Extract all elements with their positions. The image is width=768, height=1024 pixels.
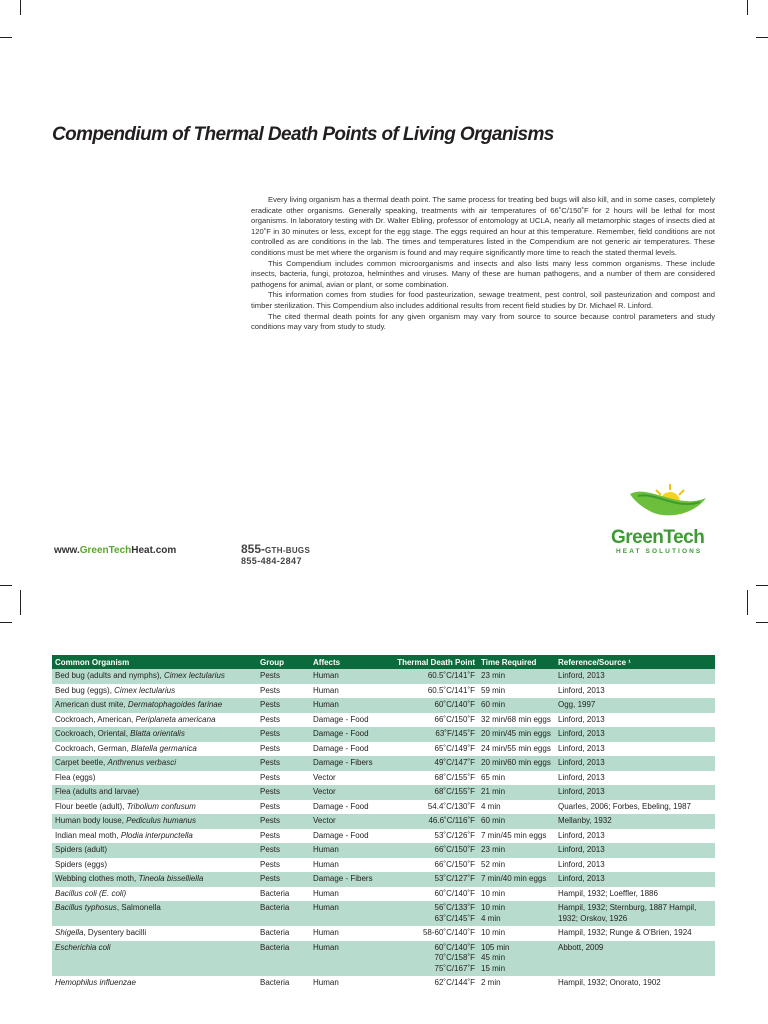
group-cell: Pests <box>257 814 310 829</box>
organism-name: Bed bug (eggs), <box>55 685 115 695</box>
affects-cell: Damage - Food <box>313 743 369 753</box>
reference-cell: Linford, 2013 <box>558 743 605 753</box>
organism-name: Spiders (eggs) <box>55 859 108 869</box>
organism-cell <box>52 669 257 684</box>
reference-cell: Hampil, 1932; Runge & O'Brien, 1924 <box>558 928 692 937</box>
time-required-value: 4 min <box>481 801 501 811</box>
organism-cell <box>52 727 257 742</box>
organism-cell <box>52 814 257 829</box>
group-cell: Pests <box>260 772 281 782</box>
intro-paragraph: The cited thermal death points for any given organism may vary from source to source because control parameters and study conditions may vary from study to study. <box>251 311 715 332</box>
website-link[interactable] <box>54 545 176 556</box>
organism-name: , Salmonella <box>116 903 161 912</box>
organism-scientific-name: Tineola bisselliella <box>138 874 204 883</box>
table-row <box>52 727 715 742</box>
thermal-death-point-value: 63˚F/145˚F <box>435 729 475 738</box>
group-cell: Pests <box>260 685 281 695</box>
organism-name: Carpet beetle, <box>55 758 108 767</box>
affects-cell: Human <box>313 978 339 987</box>
thermal-death-point-value: 66˚C/150˚F <box>434 845 475 854</box>
reference-cell: Linford, 2013 <box>555 756 715 771</box>
thermal-death-point-value: 60˚C/140˚F <box>434 700 475 709</box>
organism-scientific-name: Dermatophagoides farinae <box>127 700 223 709</box>
organism-cell <box>52 756 257 771</box>
organism-name: Flea (eggs) <box>55 772 96 782</box>
thermal-death-point-value: 53˚C/126˚F <box>434 830 475 840</box>
time-required-value: 60 min <box>481 816 506 825</box>
thermal-death-point-cell <box>384 887 478 902</box>
organism-name: Cockroach, Oriental, <box>55 729 131 738</box>
thermal-death-point-cell <box>384 713 478 728</box>
time-required-cell <box>478 887 555 902</box>
time-required-value: 10 min <box>481 888 506 898</box>
thermal-death-point-value: 54.4˚C/130˚F <box>427 801 475 811</box>
thermal-death-point-value: 49˚C/147˚F <box>434 758 475 767</box>
table-row <box>52 926 715 941</box>
time-required-value: 23 min <box>481 845 506 854</box>
organism-scientific-name: Blatta orientalis <box>130 729 185 738</box>
time-required-cell <box>478 785 555 800</box>
logo-subtitle: HEAT SOLUTIONS <box>616 548 703 555</box>
reference-cell: Hampil, 1932; Sternburg, 1887 Hampil, 1932; Orskov, 1926 <box>555 901 715 926</box>
thermal-death-point-value: 63˚C/145˚F <box>434 913 475 923</box>
reference-cell: Linford, 2013 <box>555 872 715 887</box>
reference-cell: Mellanby, 1932 <box>555 814 715 829</box>
crop-mark <box>20 0 21 15</box>
affects-cell: Human <box>313 928 339 937</box>
crop-mark <box>0 622 12 623</box>
group-cell: Pests <box>260 830 281 840</box>
table-row <box>52 713 715 728</box>
reference-cell: Quarles, 2006; Forbes, Ebeling, 1987 <box>558 801 691 811</box>
time-required-cell <box>478 829 555 844</box>
organism-scientific-name: Bacillus typhosus <box>55 903 117 912</box>
affects-cell: Human <box>313 685 339 695</box>
time-required-cell <box>478 872 555 887</box>
page-title: Compendium of Thermal Death Points of Living Organisms <box>52 124 554 145</box>
affects-cell: Damage - Food <box>313 714 369 724</box>
group-cell: Pests <box>260 859 281 869</box>
organism-name: Indian meal moth, <box>55 830 121 840</box>
crop-mark <box>747 590 748 615</box>
time-required-value: 4 min <box>481 913 501 923</box>
phone-letters: GTH-BUGS <box>265 546 311 555</box>
thermal-death-point-cell <box>384 941 478 977</box>
time-required-value: 15 min <box>481 963 506 973</box>
organism-cell <box>52 698 257 713</box>
time-required-value: 52 min <box>481 859 506 869</box>
time-required-cell <box>478 727 555 742</box>
organism-name: Human body louse, <box>55 816 127 825</box>
time-required-value: 59 min <box>481 685 506 695</box>
organism-cell <box>52 976 257 991</box>
time-required-cell <box>478 713 555 728</box>
organism-name: Spiders (adult) <box>55 845 108 854</box>
time-required-cell <box>478 843 555 858</box>
time-required-value: 32 min/68 min eggs <box>481 714 551 724</box>
time-required-cell <box>478 814 555 829</box>
thermal-death-point-value: 60.5˚C/141˚F <box>427 685 475 695</box>
intro-text <box>251 195 715 333</box>
thermal-death-point-cell <box>384 742 478 757</box>
time-required-value: 60 min <box>481 700 506 709</box>
table-row <box>52 901 715 926</box>
thermal-death-point-value: 66˚C/150˚F <box>434 714 475 724</box>
group-cell: Pests <box>257 727 310 742</box>
organism-scientific-name: Bacillus coli (E. coli) <box>55 888 127 898</box>
reference-cell: Hampil, 1932; Loeffler, 1886 <box>558 888 658 898</box>
table-row <box>52 858 715 873</box>
thermal-death-point-value: 65˚C/149˚F <box>434 743 475 753</box>
organism-scientific-name: Hemophilus influenzae <box>55 978 136 987</box>
time-required-cell <box>478 756 555 771</box>
thermal-death-point-cell <box>384 698 478 713</box>
affects-cell: Damage - Food <box>310 727 384 742</box>
time-required-cell <box>478 901 555 926</box>
phone-digits: 855-484-2847 <box>241 556 302 566</box>
time-required-cell <box>478 800 555 815</box>
group-cell: Bacteria <box>257 941 310 977</box>
organism-cell <box>52 785 257 800</box>
organism-cell <box>52 926 257 941</box>
table-row <box>52 698 715 713</box>
intro-paragraph: This information comes from studies for food pasteurization, sewage treatment, pest control, soil pasteurization and compost and timber sterilization. This Compendium also includes additional results from recent field studies by Dr. Michael R. Linford. <box>251 290 715 310</box>
affects-cell: Vector <box>310 814 384 829</box>
group-cell: Pests <box>260 743 281 753</box>
thermal-death-point-cell <box>384 771 478 786</box>
time-required-value: 7 min/45 min eggs <box>481 830 547 840</box>
affects-cell: Human <box>310 669 384 684</box>
time-required-value: 2 min <box>481 978 501 987</box>
website-suffix: Heat.com <box>131 545 177 556</box>
time-required-cell <box>478 771 555 786</box>
table-row <box>52 785 715 800</box>
reference-cell: Linford, 2013 <box>558 859 605 869</box>
time-required-value: 105 min <box>481 942 510 952</box>
group-cell: Pests <box>257 785 310 800</box>
organism-cell <box>52 872 257 887</box>
affects-cell: Damage - Fibers <box>310 872 384 887</box>
time-required-value: 65 min <box>481 772 506 782</box>
organism-scientific-name: Anthrenus verbasci <box>107 758 176 767</box>
header-common-organism: Common Organism <box>52 655 257 669</box>
organism-cell <box>52 843 257 858</box>
affects-cell: Human <box>310 698 384 713</box>
affects-cell: Human <box>313 859 339 869</box>
table-body <box>52 669 715 991</box>
thermal-death-point-cell <box>384 684 478 699</box>
organism-cell <box>52 829 257 844</box>
organism-scientific-name: Escherichia coli <box>55 942 111 952</box>
organism-name: , Dysentery bacilli <box>83 928 147 937</box>
time-required-cell <box>478 941 555 977</box>
table-row <box>52 843 715 858</box>
time-required-cell <box>478 684 555 699</box>
reference-cell: Linford, 2013 <box>555 785 715 800</box>
group-cell: Pests <box>257 669 310 684</box>
reference-cell: Hampil, 1932; Onorato, 1902 <box>558 978 661 987</box>
phone-prefix: 855- <box>241 542 266 556</box>
affects-cell: Human <box>310 843 384 858</box>
thermal-death-point-cell <box>384 800 478 815</box>
table-row <box>52 941 715 977</box>
group-cell: Bacteria <box>260 928 290 937</box>
table-row <box>52 872 715 887</box>
crop-mark <box>0 585 12 586</box>
organism-scientific-name: Plodia interpunctella <box>120 830 193 840</box>
organism-scientific-name: Cimex lectularius <box>114 685 176 695</box>
header-time-required: Time Required <box>478 655 555 669</box>
time-required-value: 24 min/55 min eggs <box>481 743 551 753</box>
crop-mark <box>756 622 768 623</box>
reference-cell: Linford, 2013 <box>558 772 605 782</box>
thermal-death-point-cell <box>384 727 478 742</box>
time-required-value: 7 min/40 min eggs <box>481 874 547 883</box>
thermal-death-point-value: 75˚C/167˚F <box>434 963 475 973</box>
thermal-death-point-cell <box>384 976 478 991</box>
reference-cell: Linford, 2013 <box>555 843 715 858</box>
thermal-death-point-cell <box>384 756 478 771</box>
thermal-death-point-cell <box>384 858 478 873</box>
thermal-death-point-cell <box>384 785 478 800</box>
time-required-value: 10 min <box>481 903 506 912</box>
organism-scientific-name: Tribolium confusum <box>126 801 196 811</box>
reference-cell: Abbott, 2009 <box>555 941 715 977</box>
table-row <box>52 800 715 815</box>
affects-cell: Human <box>310 901 384 926</box>
thermal-death-point-value: 60˚C/140˚F <box>434 942 475 952</box>
group-cell: Pests <box>260 801 281 811</box>
time-required-cell <box>478 742 555 757</box>
reference-cell: Linford, 2013 <box>555 727 715 742</box>
organism-name: Flea (adults and larvae) <box>55 787 140 796</box>
organism-cell <box>52 771 257 786</box>
time-required-value: 20 min/60 min eggs <box>481 758 551 767</box>
group-cell: Pests <box>257 698 310 713</box>
website-brand: GreenTech <box>79 545 132 556</box>
affects-cell: Human <box>313 888 339 898</box>
table-row <box>52 976 715 991</box>
thermal-death-point-cell <box>384 872 478 887</box>
header-affects: Affects <box>310 655 384 669</box>
table-row <box>52 814 715 829</box>
organism-cell <box>52 901 257 926</box>
group-cell: Pests <box>257 843 310 858</box>
reference-cell: Linford, 2013 <box>558 830 605 840</box>
organism-name: Cockroach, German, <box>55 743 132 753</box>
time-required-value: 21 min <box>481 787 506 796</box>
reference-cell: Linford, 2013 <box>555 669 715 684</box>
thermal-death-point-value: 66˚C/150˚F <box>434 859 475 869</box>
table-row <box>52 829 715 844</box>
table-row <box>52 887 715 902</box>
thermal-death-point-cell <box>384 843 478 858</box>
crop-mark <box>0 37 12 38</box>
group-cell: Bacteria <box>257 901 310 926</box>
time-required-value: 10 min <box>481 928 506 937</box>
thermal-death-point-cell <box>384 669 478 684</box>
organism-cell <box>52 742 257 757</box>
time-required-cell <box>478 926 555 941</box>
thermal-death-point-cell <box>384 901 478 926</box>
organism-name: Bed bug (adults and nymphs), <box>55 671 164 680</box>
header-thermal-death-point: Thermal Death Point <box>384 655 478 669</box>
thermal-death-point-value: 60˚C/140˚F <box>434 888 475 898</box>
thermal-death-point-value: 46.6˚C/116˚F <box>428 816 475 825</box>
time-required-value: 20 min/45 min eggs <box>481 729 551 738</box>
organism-scientific-name: Blatella germanica <box>131 743 197 753</box>
affects-cell: Damage - Food <box>313 830 369 840</box>
group-cell: Pests <box>257 756 310 771</box>
crop-mark <box>756 585 768 586</box>
organism-cell <box>52 713 257 728</box>
affects-cell: Vector <box>313 772 336 782</box>
crop-mark <box>756 37 768 38</box>
organism-cell <box>52 684 257 699</box>
organism-cell <box>52 941 257 977</box>
organism-cell <box>52 800 257 815</box>
organism-scientific-name: Pediculus humanus <box>126 816 196 825</box>
header-reference: Reference/Source ¹ <box>555 655 715 669</box>
table-row <box>52 771 715 786</box>
group-cell: Bacteria <box>260 978 290 987</box>
thermal-death-point-cell <box>384 829 478 844</box>
phone-number <box>241 544 310 566</box>
reference-cell: Linford, 2013 <box>558 714 605 724</box>
thermal-death-point-value: 62˚C/144˚F <box>434 978 475 987</box>
affects-cell: Damage - Food <box>313 801 369 811</box>
crop-mark <box>747 0 748 15</box>
table-header-row <box>52 655 715 669</box>
thermal-death-point-value: 56˚C/133˚F <box>434 903 475 912</box>
organism-name: American dust mite, <box>55 700 128 709</box>
affects-cell: Human <box>310 941 384 977</box>
time-required-value: 45 min <box>481 953 506 962</box>
reference-cell: Ogg, 1997 <box>555 698 715 713</box>
table-row <box>52 756 715 771</box>
affects-cell: Damage - Fibers <box>310 756 384 771</box>
header-group: Group <box>257 655 310 669</box>
organism-name: Webbing clothes moth, <box>55 874 139 883</box>
table-row <box>52 742 715 757</box>
table-row <box>52 684 715 699</box>
thermal-death-point-cell <box>384 926 478 941</box>
organism-cell <box>52 887 257 902</box>
intro-paragraph: Every living organism has a thermal death point. The same process for treating bed bugs will also kill, and in some cases, completely eradicate other organisms. Generally speaking, treatments with air temperatures of 66˚C/150˚F for 2 hours will be lethal for most organisms. In laboratory testing with Dr. Walter Ebling, professor of entomology at UCLA, nearly all metamorphic stages of insects died at 120˚F in 30 minutes or less, except for the egg stage. The eggs required an hour at this temperature. Remember, field conditions are not controlled as are conditions in the lab. The times and temperatures listed in the Compendium are not generic air temperatures. These conditions must be met where the organism is found and may require significantly more time to reach the stated thermal levels. <box>251 195 715 257</box>
website-prefix: www. <box>54 545 80 556</box>
thermal-death-point-value: 70˚C/158˚F <box>434 953 475 962</box>
organism-name: Cockroach, American, <box>55 714 136 724</box>
thermal-death-table <box>52 655 715 991</box>
thermal-death-point-value: 60.5˚C/141˚F <box>427 671 475 680</box>
time-required-cell <box>478 976 555 991</box>
reference-cell: Linford, 2013 <box>558 685 605 695</box>
affects-cell: Vector <box>310 785 384 800</box>
thermal-death-point-cell <box>384 814 478 829</box>
crop-mark <box>20 590 21 615</box>
time-required-cell <box>478 698 555 713</box>
thermal-death-point-value: 53˚C/127˚F <box>434 874 475 883</box>
group-cell: Pests <box>260 714 281 724</box>
intro-paragraph: This Compendium includes common microorganisms and insects and also lists many less common organisms. These include insects, bacteria, fungi, protozoa, helminthes and viruses. Many of these are human pathogens, and a number of them are considered pathogens for animal, avian or plant, or some combination. <box>251 258 715 289</box>
thermal-death-point-value: 58-60˚C/140˚F <box>422 928 475 937</box>
group-cell: Pests <box>257 872 310 887</box>
thermal-death-point-value: 68˚C/155˚F <box>434 772 475 782</box>
organism-name: Flour beetle (adult), <box>55 801 127 811</box>
time-required-cell <box>478 669 555 684</box>
organism-scientific-name: Cimex lectularius <box>163 671 225 680</box>
organism-cell <box>52 858 257 873</box>
table-row <box>52 669 715 684</box>
logo-wordmark: GreenTech <box>611 527 705 548</box>
organism-scientific-name: Shigella <box>55 928 84 937</box>
thermal-death-point-value: 68˚C/155˚F <box>434 787 475 796</box>
time-required-cell <box>478 858 555 873</box>
time-required-value: 23 min <box>481 671 506 680</box>
organism-scientific-name: Periplaneta americana <box>135 714 216 724</box>
group-cell: Bacteria <box>260 888 290 898</box>
